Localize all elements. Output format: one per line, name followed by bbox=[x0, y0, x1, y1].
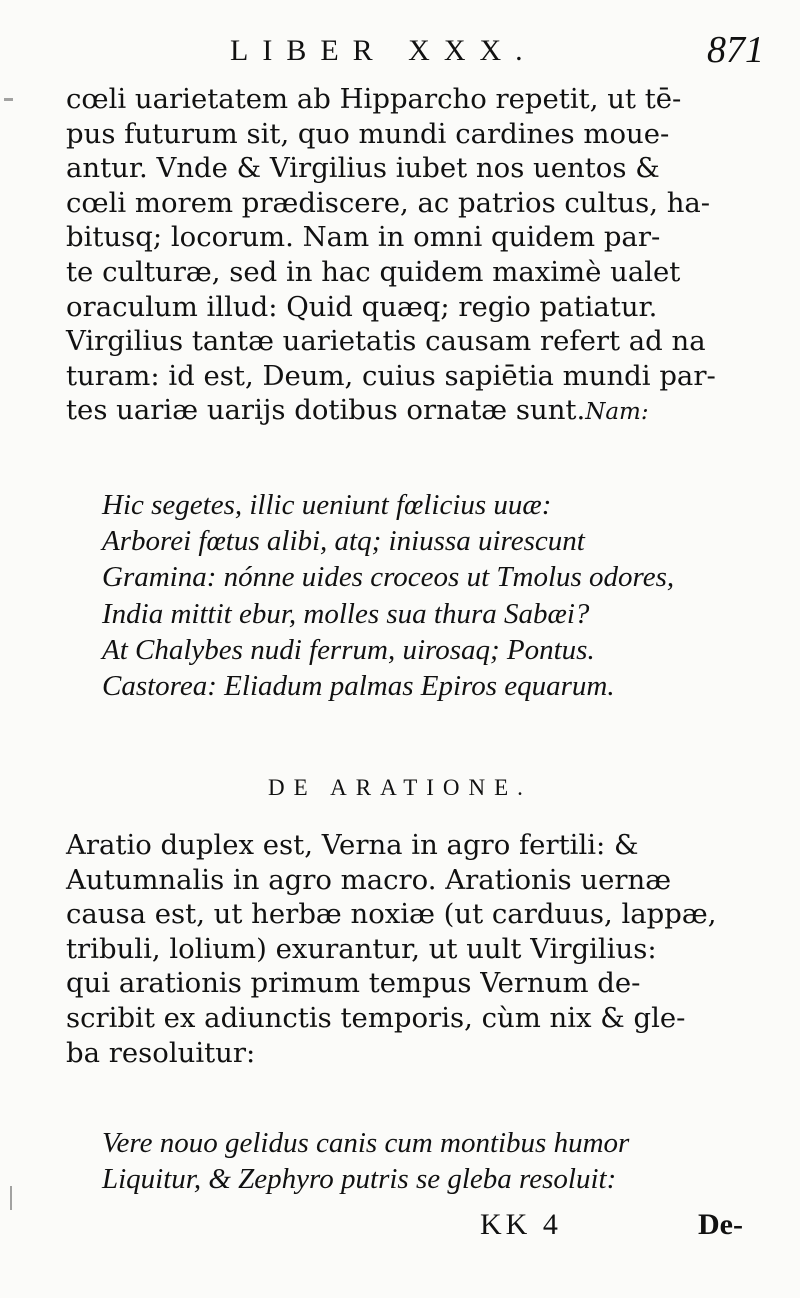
verse-line: Vere nouo gelidus canis cum montibus humor bbox=[102, 1127, 630, 1159]
verse-line: Liquitur, & Zephyro putris se gleba resoluit: bbox=[102, 1163, 617, 1196]
verse-block-1 bbox=[102, 487, 762, 704]
paragraph-2 bbox=[66, 828, 766, 1070]
trailing-word: Nam: bbox=[585, 399, 649, 426]
verse-line: India mittit ebur, molles sua thura Sabæi? bbox=[102, 597, 590, 630]
section-heading: DE ARATIONE. bbox=[268, 775, 532, 800]
gutter-mark-bottom bbox=[10, 1186, 12, 1210]
text-line: te culturæ, sed in hac quidem maximè ualet bbox=[66, 255, 681, 288]
verse-line: Arborei fœtus alibi, atq; iniussa uirescunt bbox=[102, 525, 585, 558]
verse-block-2 bbox=[102, 1125, 762, 1197]
verse-line: At Chalybes nudi ferrum, uirosaq; Pontus. bbox=[102, 633, 595, 666]
signature-mark: KK 4 bbox=[480, 1208, 562, 1241]
text-line: cœli uarietatem ab Hipparcho repetit, ut tē- bbox=[66, 83, 682, 115]
text-line: tribuli, lolium) exurantur, ut uult Virgilius: bbox=[66, 932, 657, 965]
text-line: oraculum illud: Quid quæq; regio patiatur. bbox=[66, 290, 658, 323]
text-line: qui arationis primum tempus Vernum de- bbox=[66, 967, 641, 1000]
text-line: tes uariæ uarijs dotibus ornatæ sunt. bbox=[66, 394, 586, 427]
running-head: LIBER XXX. bbox=[230, 34, 537, 67]
verse-line: Gramina: nónne uides croceos ut Tmolus odores, bbox=[102, 561, 675, 594]
text-line-last bbox=[66, 393, 766, 430]
text-line: turam: id est, Deum, cuius sapiētia mundi par- bbox=[66, 359, 716, 392]
verse-line: Castorea: Eliadum palmas Epiros equarum. bbox=[102, 670, 615, 703]
text-line: Aratio duplex est, Verna in agro fertili: & bbox=[66, 829, 639, 861]
page-header bbox=[70, 28, 770, 78]
text-line: bitusq; locorum. Nam in omni quidem par- bbox=[66, 221, 661, 254]
gutter-mark-top bbox=[4, 98, 13, 101]
folio-number: 871 bbox=[707, 29, 764, 71]
catchword: De- bbox=[698, 1208, 743, 1241]
text-line: Virgilius tantæ uarietatis causam refert ad na bbox=[66, 325, 706, 358]
verse-line: Hic segetes, illic ueniunt fœlicius uuæ: bbox=[102, 489, 552, 521]
text-line: causa est, ut herbæ noxiæ (ut carduus, lappæ, bbox=[66, 898, 717, 931]
text-line: Autumnalis in agro macro. Arationis uernæ bbox=[66, 863, 672, 896]
text-line: ba resoluitur: bbox=[66, 1036, 256, 1069]
text-line: scribit ex adiunctis temporis, cùm nix & gle- bbox=[66, 1001, 686, 1034]
paragraph-1 bbox=[66, 82, 766, 430]
text-line: antur. Vnde & Virgilius iubet nos uentos & bbox=[66, 152, 660, 185]
text-line: pus futurum sit, quo mundi cardines moue- bbox=[66, 117, 670, 150]
text-line: cœli morem prædiscere, ac patrios cultus, ha- bbox=[66, 186, 711, 219]
